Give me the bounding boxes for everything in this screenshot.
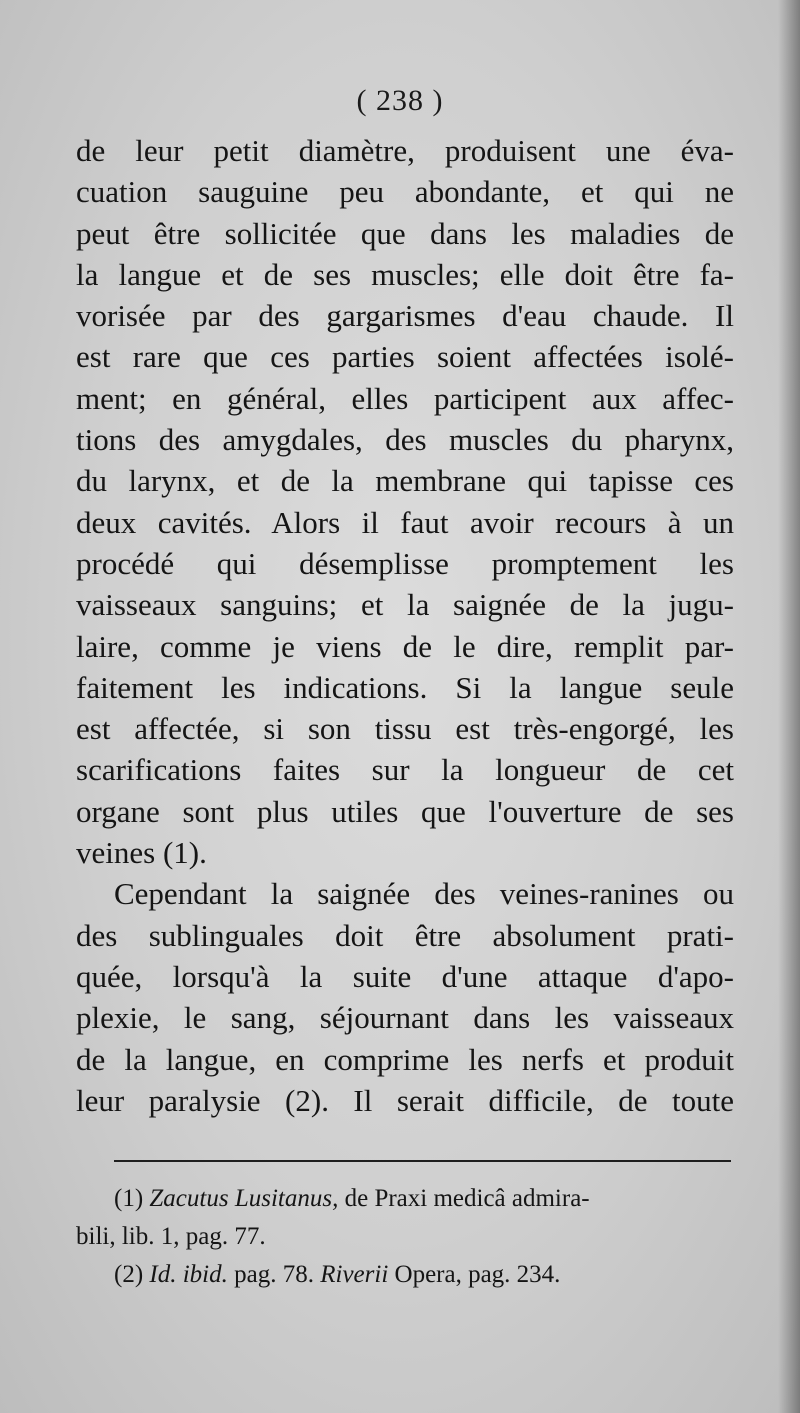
footnote-number: (1)	[114, 1185, 144, 1212]
text-line: est affectée, si son tissu est très-engorgé, les	[76, 711, 734, 747]
text-line: la langue et de ses muscles; elle doit être fa-	[76, 256, 734, 292]
text-line: organe sont plus utiles que l'ouverture de ses	[76, 793, 734, 829]
text-line: vorisée par des gargarismes d'eau chaude. Il	[76, 298, 734, 334]
footnote-reference: Id. ibid.	[149, 1261, 228, 1288]
text-line: faitement les indications. Si la langue seule	[76, 669, 734, 705]
footnote-number: (2)	[114, 1261, 144, 1288]
text-line: Cependant la saignée des veines-ranines ou	[114, 876, 734, 912]
text-line: procédé qui désemplisse promptement les	[76, 545, 734, 581]
footnote-1-continuation: bili, lib. 1, pag. 77.	[76, 1223, 266, 1250]
text-line: leur paralysie (2). Il serait difficile, de toute	[76, 1082, 734, 1118]
text-line: peut être sollicitée que dans les maladies de	[76, 215, 734, 251]
text-line: cuation sauguine peu abondante, et qui ne	[76, 174, 734, 210]
page-edge-shadow	[778, 0, 800, 1413]
footnote-author: Zacutus Lusitanus,	[149, 1185, 339, 1212]
footnote-text: pag. 78.	[234, 1261, 314, 1288]
text-line: laire, comme je viens de le dire, remplit par-	[76, 628, 734, 664]
text-line: quée, lorsqu'à la suite d'une attaque d'apo-	[76, 958, 734, 994]
footnotes	[76, 1180, 734, 1294]
body-text	[76, 130, 734, 1121]
text-line: vaisseaux sanguins; et la saignée de la jugu-	[76, 587, 734, 623]
text-line: scarifications faites sur la longueur de cet	[76, 752, 734, 788]
footnote-reference: Riverii	[320, 1261, 389, 1288]
footnote-rule	[114, 1160, 731, 1162]
text-line: tions des amygdales, des muscles du pharynx,	[76, 422, 734, 458]
text-line: deux cavités. Alors il faut avoir recours à un	[76, 504, 734, 540]
text-line: veines (1).	[76, 835, 207, 871]
text-line: du larynx, et de la membrane qui tapisse ces	[76, 463, 734, 499]
text-line: de la langue, en comprime les nerfs et produit	[76, 1041, 734, 1077]
text-line: de leur petit diamètre, produisent une éva-	[76, 133, 734, 168]
footnote-1	[76, 1180, 734, 1218]
footnote-text: de Praxi medicâ admira-	[344, 1185, 590, 1212]
text-line: est rare que ces parties soient affectées isolé-	[76, 339, 734, 375]
footnote-2	[76, 1256, 734, 1294]
text-line: plexie, le sang, séjournant dans les vaisseaux	[76, 1000, 734, 1036]
footnote-text: Opera, pag. 234.	[394, 1261, 561, 1288]
text-line: ment; en général, elles participent aux affec-	[76, 380, 734, 416]
page-number: ( 238 )	[356, 84, 444, 117]
text-line: des sublinguales doit être absolument prati-	[76, 917, 734, 953]
